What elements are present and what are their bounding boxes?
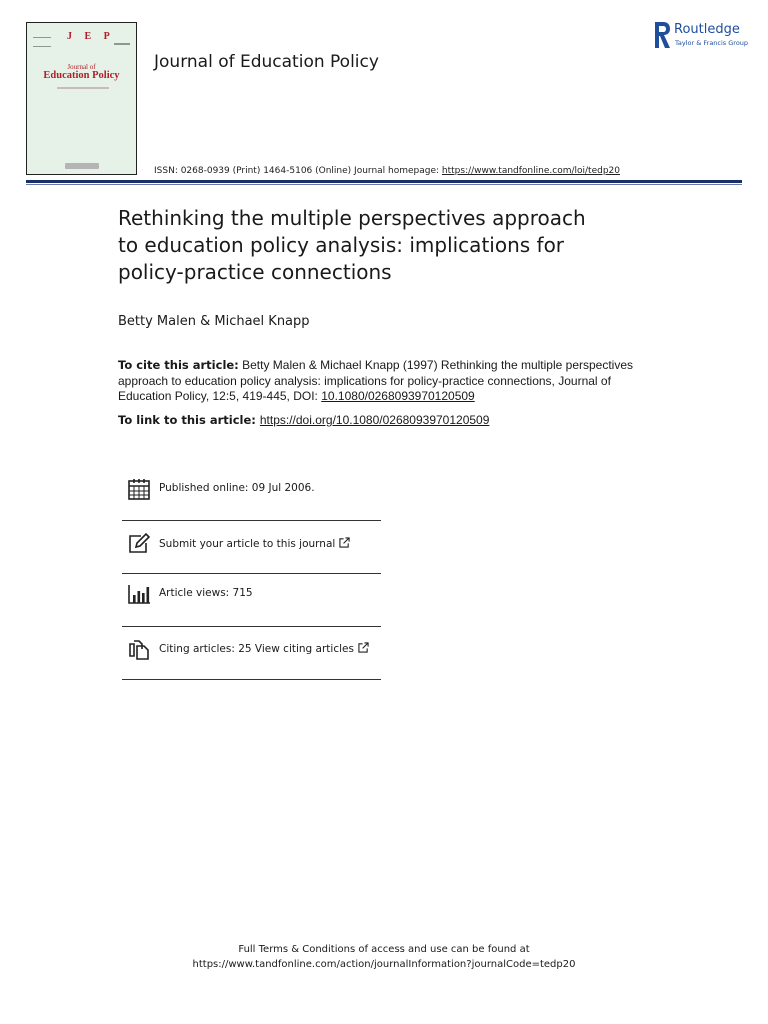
cover-subtitle: Journal of [67, 63, 96, 71]
article-link-block [118, 413, 489, 427]
article-title-line: to education policy analysis: implications for [118, 233, 565, 257]
journal-cover-image [26, 22, 137, 175]
submit-article-row[interactable] [124, 528, 381, 568]
citing-articles-link[interactable] [159, 642, 369, 655]
published-online-text: Published online: 09 Jul 2006. [159, 482, 315, 494]
terms-text: Full Terms & Conditions of access and use can be found at [238, 944, 530, 955]
cover-title: Education Policy [43, 70, 120, 81]
info-divider [122, 520, 381, 521]
article-views-row [124, 578, 381, 618]
article-link-label: To link to this article: [118, 413, 260, 427]
citation-block [118, 358, 638, 405]
issn-line [154, 166, 620, 176]
citation-label: To cite this article: [118, 358, 239, 372]
documents-icon [127, 637, 151, 661]
terms-url[interactable]: https://www.tandfonline.com/action/journalInformation?journalCode=tedp20 [192, 959, 576, 970]
issn-text: ISSN: 0268-0939 (Print) 1464-5106 (Online) Journal homepage: [154, 166, 442, 176]
bar-chart-icon [127, 582, 151, 606]
article-title-line: Rethinking the multiple perspectives approach [118, 206, 586, 230]
routledge-logo-icon [653, 21, 671, 49]
submit-article-label: Submit your article to this journal [159, 538, 336, 550]
cover-decoration [33, 37, 51, 47]
cover-decoration [57, 87, 109, 89]
cover-decoration [114, 43, 130, 45]
article-doi-link[interactable]: https://doi.org/10.1080/0268093970120509 [259, 413, 490, 427]
header-divider [26, 180, 742, 183]
external-link-icon [339, 537, 350, 548]
external-link-icon [358, 642, 369, 653]
calendar-icon [127, 477, 151, 501]
submit-article-link[interactable] [159, 537, 350, 550]
cover-logo-letters: J E P [67, 31, 115, 42]
article-views-text: Article views: 715 [159, 587, 253, 599]
info-divider [122, 573, 381, 574]
citing-articles-row[interactable] [124, 633, 381, 673]
info-divider [122, 626, 381, 627]
header-divider-thin [26, 184, 742, 185]
published-online-row [124, 473, 381, 513]
edit-icon [127, 532, 151, 556]
publisher-name: Routledge [674, 22, 740, 37]
citation-text: Betty Malen & Michael Knapp (1997) Rethinking the multiple perspectives approach to education policy analysis: implications for policy-practice connections, Journal of Education Policy, 12:5, 419-445, DOI: [118, 358, 634, 403]
journal-homepage-link[interactable]: https://www.tandfonline.com/loi/tedp20 [441, 166, 620, 176]
journal-title: Journal of Education Policy [154, 52, 379, 72]
citation-doi-link[interactable]: 10.1080/0268093970120509 [321, 389, 475, 403]
publisher-logo [653, 21, 748, 51]
article-authors: Betty Malen & Michael Knapp [118, 314, 310, 329]
article-title-line: policy-practice connections [118, 260, 392, 284]
citing-articles-label: Citing articles: 25 View citing articles [159, 643, 354, 655]
terms-footer [0, 942, 768, 972]
cover-publisher-mark [65, 163, 99, 169]
info-divider [122, 679, 381, 680]
publisher-group: Taylor & Francis Group [675, 39, 749, 47]
article-title [118, 205, 648, 286]
